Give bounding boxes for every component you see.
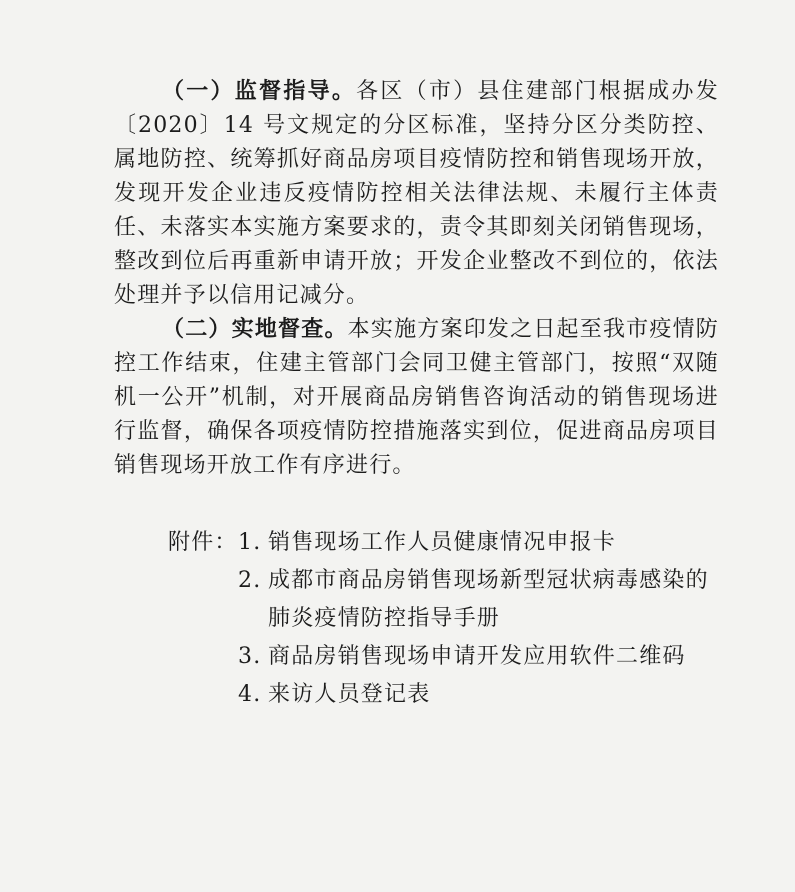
attachment-title: 销售现场工作人员健康情况申报卡: [268, 530, 617, 555]
paragraph-heading: （二）实地督查。: [162, 317, 348, 342]
paragraph-inspection: [114, 313, 719, 483]
attachment-title: 成都市商品房销售现场新型冠状病毒感染的肺炎疫情防控指导手册: [268, 568, 709, 631]
attachment-item: [238, 524, 718, 562]
paragraph-heading: （一）监督指导。: [162, 79, 357, 104]
attachment-title: 来访人员登记表: [268, 682, 431, 707]
attachment-title: 商品房销售现场申请开发应用软件二维码: [268, 644, 686, 669]
attachment-number: 4.: [238, 682, 262, 707]
attachment-item: [238, 562, 718, 638]
attachment-item: [238, 638, 718, 676]
attachment-item: [238, 676, 718, 714]
attachment-number: 1.: [238, 530, 262, 555]
attachment-number: 2.: [238, 568, 262, 593]
attachments-label: 附件：: [168, 530, 238, 555]
attachments-list: [238, 524, 718, 714]
paragraph-text: 本实施方案印发之日起至我市疫情防控工作结束，住建主管部门会同卫健主管部门，按照“双随机一公开”机制，对开展商品房销售咨询活动的销售现场进行监督，确保各项疫情防控措施落实到位，促进商品房项目销售现场开放工作有序进行。: [114, 317, 719, 478]
paragraph-supervision: [114, 75, 719, 313]
attachment-number: 3.: [238, 644, 262, 669]
paragraph-text: 各区（市）县住建部门根据成办发〔2020〕14 号文规定的分区标准，坚持分区分类防控、属地防控、统筹抓好商品房项目疫情防控和销售现场开放，发现开发企业违反疫情防控相关法律法规、未履行主体责任、未落实本实施方案要求的，责令其即刻关闭销售现场，整改到位后再重新申请开放；开发企业整改不到位的，依法处理并予以信用记减分。: [114, 79, 719, 308]
document-body: [114, 75, 719, 483]
